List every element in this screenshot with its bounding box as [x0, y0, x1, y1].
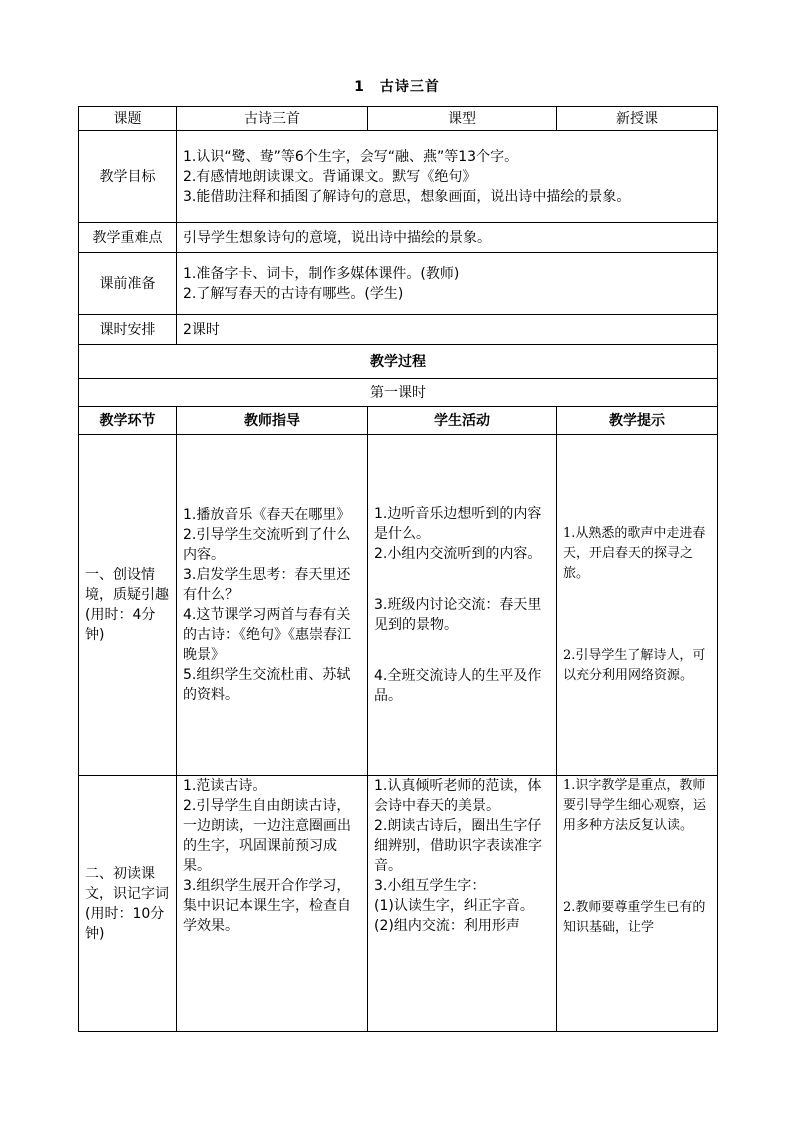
column-header-row	[79, 407, 718, 435]
goal-item: 3.能借助注释和插图了解诗句的意思，想象画面，说出诗中描绘的景象。	[183, 188, 631, 205]
page-title: 1 古诗三首	[354, 79, 440, 95]
prep-item: 1.准备字卡、词卡，制作多媒体课件。(教师)	[183, 265, 460, 282]
prep-content	[177, 253, 718, 315]
type-label: 课型	[368, 107, 557, 131]
goal-item: 2.有感情地朗读课文。背诵课文。默写《绝句》	[183, 168, 477, 185]
prep-item: 2.了解写春天的古诗有哪些。(学生)	[183, 285, 404, 302]
keypoints-text: 引导学生想象诗句的意境，说出诗中描绘的景象。	[177, 223, 718, 253]
teaching-hint	[557, 776, 718, 1032]
student-step: 3.小组互学生字：	[374, 878, 486, 894]
process-title-row	[79, 345, 718, 379]
lesson-plan-table	[78, 106, 718, 1032]
teacher-guidance	[177, 776, 368, 1032]
teacher-step: 3.组织学生展开合作学习，集中识记本课生字，检查自学效果。	[183, 878, 351, 934]
hint-item: 2.教师要尊重学生已有的知识基础，让学	[563, 900, 706, 935]
teacher-step: 3.启发学生思考：春天里还有什么？	[183, 567, 351, 603]
prep-row	[79, 253, 718, 315]
col-header-hint: 教学提示	[557, 407, 718, 435]
goals-row	[79, 131, 718, 223]
teaching-hint	[557, 435, 718, 776]
topic-label: 课题	[79, 107, 177, 131]
goals-label: 教学目标	[79, 131, 177, 223]
teacher-step: 2.引导学生交流听到了什么内容。	[183, 527, 351, 563]
student-step: (1)认读生字，纠正字音。	[374, 898, 534, 914]
student-activity	[368, 435, 557, 776]
stage-label: 一、创设情境，质疑引趣(用时：4分钟)	[79, 435, 177, 776]
student-activity	[368, 776, 557, 1032]
hint-item: 2.引导学生了解诗人，可以充分利用网络资源。	[563, 648, 706, 683]
stage-row-2	[79, 776, 718, 1032]
teacher-step: 4.这节课学习两首与春有关的古诗：《绝句》《惠崇春江晚景》	[183, 607, 351, 663]
topic-value: 古诗三首	[177, 107, 368, 131]
stage-label: 二、初读课文，识记字词(用时：10分钟)	[79, 776, 177, 1032]
schedule-text: 2课时	[177, 315, 718, 345]
keypoints-row	[79, 223, 718, 253]
teacher-step: 5.组织学生交流杜甫、苏轼的资料。	[183, 667, 351, 703]
col-header-student: 学生活动	[368, 407, 557, 435]
teacher-step: 1.播放音乐《春天在哪里》	[183, 507, 351, 523]
student-step: 2.朗读古诗后，圈出生字仔细辨别，借助识字表读准字音。	[374, 818, 542, 874]
teacher-guidance	[177, 435, 368, 776]
teacher-step: 1.范读古诗。	[183, 778, 267, 794]
type-value: 新授课	[557, 107, 718, 131]
student-step: 1.认真倾听老师的范读，体会诗中春天的美景。	[374, 778, 542, 814]
keypoints-label: 教学重难点	[79, 223, 177, 253]
schedule-label: 课时安排	[79, 315, 177, 345]
stage-row-1	[79, 435, 718, 776]
goals-content	[177, 131, 718, 223]
student-step: 2.小组内交流听到的内容。	[374, 546, 542, 562]
teacher-step: 2.引导学生自由朗读古诗，一边朗读，一边注意圈画出的生字，巩固课前预习成果。	[183, 798, 351, 874]
period-title: 第一课时	[79, 379, 718, 407]
student-step: 4.全班交流诗人的生平及作品。	[374, 668, 542, 704]
student-step: 3.班级内讨论交流：春天里见到的景物。	[374, 597, 542, 633]
process-title: 教学过程	[79, 345, 718, 379]
col-header-stage: 教学环节	[79, 407, 177, 435]
student-step: (2)组内交流：利用形声	[374, 918, 520, 934]
hint-item: 1.从熟悉的歌声中走进春天，开启春天的探寻之旅。	[563, 526, 706, 581]
hint-item: 1.识字教学是重点，教师要引导学生细心观察，运用多种方法反复认读。	[563, 778, 707, 833]
schedule-row	[79, 315, 718, 345]
student-step: 1.边听音乐边想听到的内容是什么。	[374, 506, 542, 542]
header-row	[79, 107, 718, 131]
period-title-row	[79, 379, 718, 407]
prep-label: 课前准备	[79, 253, 177, 315]
col-header-teacher: 教师指导	[177, 407, 368, 435]
goal-item: 1.认识“鹭、鸯”等6个生字，会写“融、燕”等13个字。	[183, 148, 519, 165]
